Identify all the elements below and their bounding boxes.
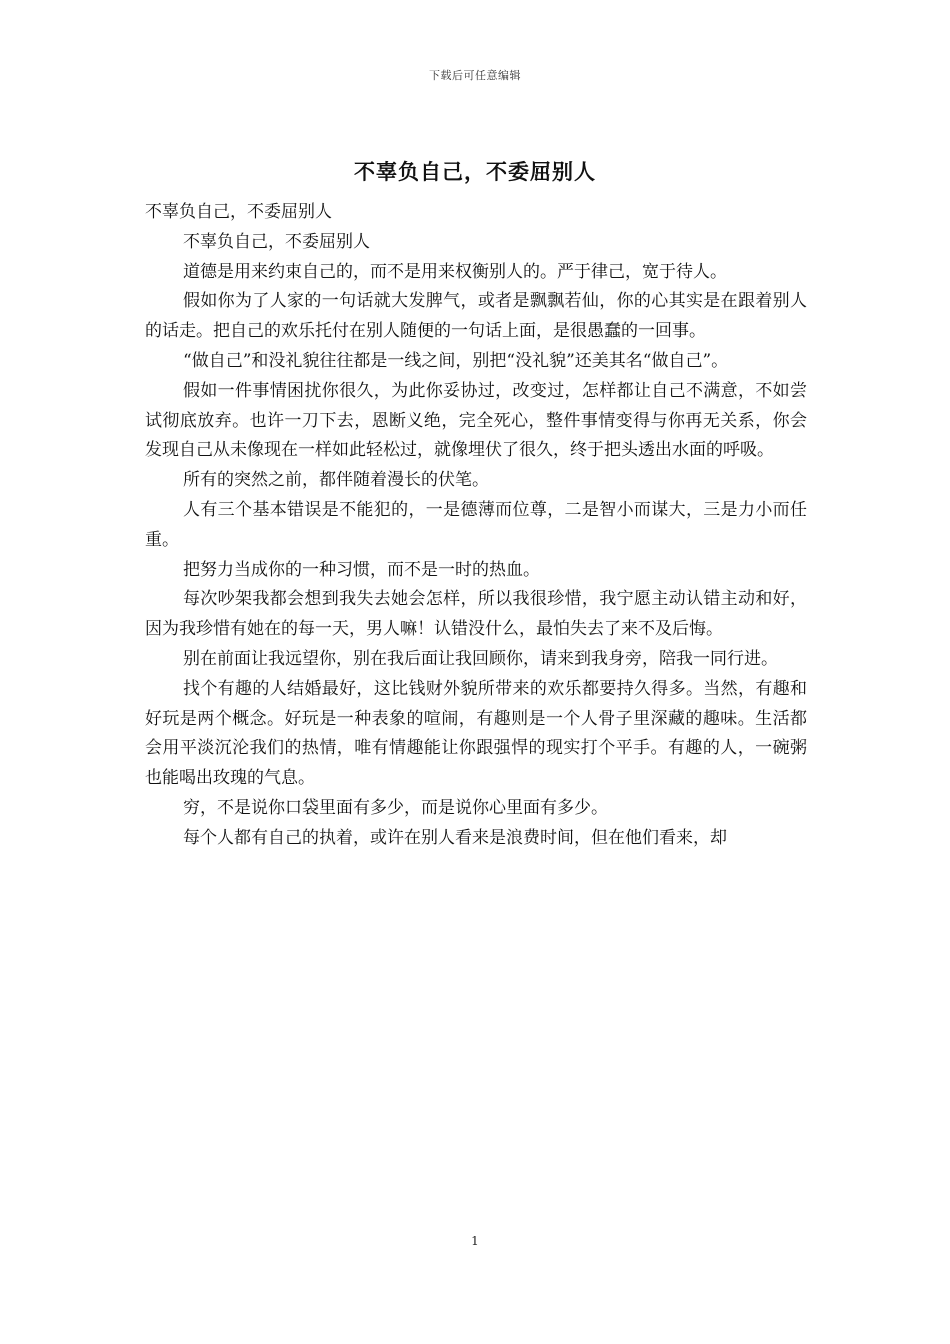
paragraph: 所有的突然之前，都伴随着漫长的伏笔。 [183, 470, 489, 491]
paragraph: 人有三个基本错误是不能犯的，一是德薄而位尊，二是智小而谋大，三是力小而任重。 [145, 499, 807, 550]
page-number: 1 [471, 1234, 479, 1248]
paragraph: 穷，不是说你口袋里面有多少，而是说你心里面有多少。 [183, 797, 608, 818]
header-note: 下载后可任意编辑 [429, 69, 521, 82]
document-title: 不辜负自己，不委屈别人 [354, 160, 596, 184]
paragraph: 每个人都有自己的执着，或许在别人看来是浪费时间，但在他们看来，却 [183, 827, 727, 848]
paragraph: 假如一件事情困扰你很久，为此你妥协过，改变过，怎样都让自己不满意，不如尝试彻底放弃。也许一刀下去，恩断义绝，完全死心，整件事情变得与你再无关系，你会发现自己从未像现在一样如此轻松过，就像埋伏了很久，终于把头透出水面的呼吸。 [145, 380, 807, 461]
paragraph: 别在前面让我远望你，别在我后面让我回顾你，请来到我身旁，陪我一同行进。 [183, 648, 778, 669]
paragraph: 找个有趣的人结婚最好，这比钱财外貌所带来的欢乐都要持久得多。当然，有趣和好玩是两个概念。好玩是一种表象的喧闹，有趣则是一个人骨子里深藏的趣味。生活都会用平淡沉沦我们的热情，唯有情趣能让你跟强悍的现实打个平手。有趣的人，一碗粥也能喝出玫瑰的气息。 [145, 678, 807, 789]
paragraph: 不辜负自己，不委屈别人 [183, 231, 370, 252]
paragraph: 道德是用来约束自己的，而不是用来权衡别人的。严于律己，宽于待人。 [183, 261, 727, 282]
paragraph: “做自己”和没礼貌往往都是一线之间，别把“没礼貌”还美其名“做自己”。 [183, 350, 729, 371]
document-body [145, 198, 807, 854]
paragraph: 把努力当成你的一种习惯，而不是一时的热血。 [183, 559, 540, 580]
paragraph: 每次吵架我都会想到我失去她会怎样，所以我很珍惜，我宁愿主动认错主动和好，因为我珍惜有她在的每一天，男人嘛！认错没什么，最怕失去了来不及后悔。 [145, 589, 807, 640]
paragraph: 假如你为了人家的一句话就大发脾气，或者是飘飘若仙，你的心其实是在跟着别人的话走。把自己的欢乐托付在别人随便的一句话上面，是很愚蠢的一回事。 [145, 291, 807, 342]
subtitle-line: 不辜负自己，不委屈别人 [145, 202, 332, 222]
